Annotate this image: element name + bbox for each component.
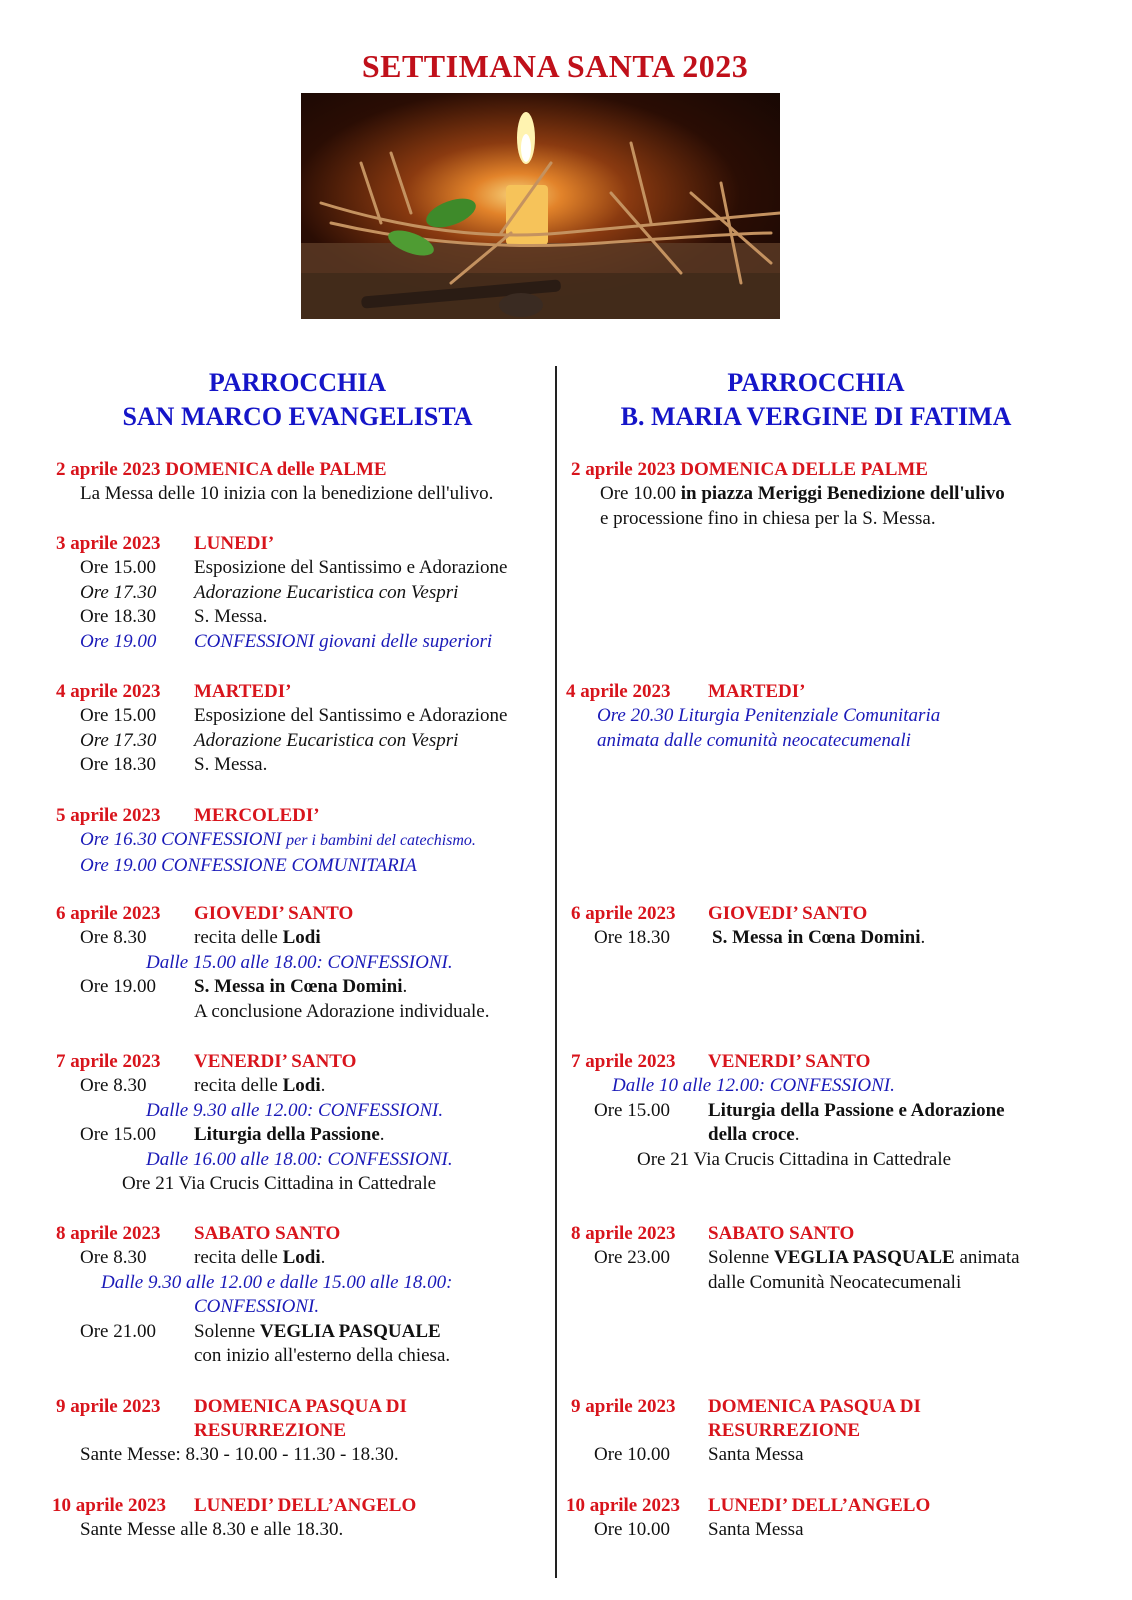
event-time: Ore 10.00: [600, 483, 676, 504]
day-block-easter-sunday: [40, 1395, 555, 1468]
day-name: MARTEDI’: [708, 681, 806, 702]
event-line-confessions: Dalle 16.00 alle 18.00: CONFESSIONI.: [146, 1148, 453, 1170]
event-text: Adorazione Eucaristica con Vespri: [194, 581, 459, 603]
parish-name: SAN MARCO EVANGELISTA: [122, 402, 473, 431]
event-line-confessions: [40, 828, 555, 854]
event-text-bold: Lodi: [282, 927, 321, 948]
event-line: [566, 482, 1086, 507]
event-text: recita delle: [194, 927, 278, 948]
day-date: 2 aprile 2023: [571, 459, 676, 480]
event-text-tail: .: [320, 1075, 326, 1096]
day-name: VENERDI’ SANTO: [194, 1051, 357, 1072]
day-name: MERCOLEDI’: [194, 805, 320, 826]
candle-thorns-image-icon: [301, 93, 780, 319]
day-name: DOMENICA delle PALME: [165, 459, 387, 480]
event-time: Ore 15.00: [594, 1099, 670, 1121]
page-title: SETTIMANA SANTA 2023: [361, 48, 749, 84]
day-date: 4 aprile 2023: [56, 681, 161, 702]
event-line: e processione fino in chiesa per la S. Messa.: [600, 507, 936, 529]
event-text-bold: VEGLIA PASQUALE: [773, 1247, 955, 1268]
day-date: 6 aprile 2023: [56, 903, 161, 924]
event-text-bold: Lodi: [282, 1247, 321, 1268]
day-date: 8 aprile 2023: [56, 1223, 161, 1244]
event-text: recita delle: [194, 1075, 278, 1096]
event-time: Ore 15.00: [80, 557, 156, 578]
parish-heading: [566, 366, 1066, 434]
event-line: [40, 605, 555, 630]
day-block-holy-saturday: [40, 1222, 555, 1369]
event-text-tail: .: [402, 976, 408, 998]
day-name: LUNEDI’ DELL’ANGELO: [194, 1495, 417, 1516]
day-date: 10 aprile 2023: [52, 1495, 166, 1516]
event-text: Santa Messa: [708, 1519, 804, 1540]
day-name: MARTEDI’: [194, 681, 292, 702]
event-text-bold: S. Messa in Cœna Domini: [194, 976, 403, 998]
event-text: recita delle: [194, 1247, 278, 1268]
event-line: [40, 729, 555, 754]
event-text-tail: .: [379, 1124, 385, 1146]
event-line: [40, 926, 555, 951]
event-time: Ore 8.30: [80, 1247, 147, 1268]
day-name: LUNEDI’: [194, 533, 275, 554]
event-line: [40, 556, 555, 581]
event-line-confessions: [40, 630, 555, 655]
day-block-wednesday: [40, 804, 555, 878]
event-line-confessions: animata dalle comunità neocatecumenali: [597, 729, 911, 751]
day-name: VENERDI’ SANTO: [708, 1051, 871, 1072]
day-block-easter-sunday: [566, 1395, 1086, 1468]
event-text-bold: in piazza Meriggi Benedizione dell'ulivo: [680, 483, 1005, 504]
parish-label: PARROCCHIA: [208, 368, 387, 397]
event-line: Ore 21 Via Crucis Cittadina in Cattedrale: [637, 1148, 952, 1170]
event-time: Ore 18.30: [594, 927, 670, 948]
event-line: [566, 926, 1086, 951]
event-time: Ore 19.00: [80, 630, 157, 652]
day-block-holy-thursday: [40, 902, 555, 1024]
event-line: [40, 1074, 555, 1099]
day-date: 5 aprile 2023: [56, 805, 161, 826]
event-text-tail: .: [320, 1247, 326, 1268]
event-line: dalle Comunità Neocatecumenali: [708, 1271, 962, 1293]
day-block-holy-thursday: [566, 902, 1086, 951]
day-name: GIOVEDI’ SANTO: [194, 903, 354, 924]
event-text: Solenne: [708, 1247, 770, 1268]
event-time: Ore 17.30: [80, 729, 157, 751]
event-text: Solenne: [194, 1320, 256, 1342]
event-line-confessions: CONFESSIONI.: [194, 1296, 320, 1318]
day-name: [708, 1395, 921, 1443]
event-text-detail: per i bambini del catechismo.: [286, 832, 476, 849]
day-name-line: DOMENICA PASQUA DI: [708, 1396, 921, 1417]
day-name-line: RESURREZIONE: [194, 1420, 347, 1441]
day-date: 7 aprile 2023: [56, 1051, 161, 1072]
event-time: Ore 18.30: [80, 754, 156, 776]
day-date: 2 aprile 2023: [56, 459, 161, 480]
event-time: Ore 15.00: [80, 705, 156, 726]
event-time: Ore 15.00: [80, 1124, 156, 1146]
day-date: 3 aprile 2023: [56, 533, 161, 554]
event-line: [40, 753, 555, 778]
day-block-tuesday: [40, 680, 555, 778]
event-line: [40, 1123, 555, 1148]
day-block-good-friday: [40, 1050, 555, 1197]
day-date: 9 aprile 2023: [56, 1396, 161, 1417]
day-name: [194, 1395, 407, 1443]
event-text-bold: Liturgia della Passione: [194, 1124, 380, 1146]
day-date: 9 aprile 2023: [571, 1396, 676, 1417]
day-block-palm-sunday: [566, 458, 1086, 531]
day-block-holy-saturday: [566, 1222, 1086, 1295]
event-line: [40, 1320, 555, 1345]
event-line: [40, 704, 555, 729]
day-date: 6 aprile 2023: [571, 903, 676, 924]
event-text-tail: .: [794, 1124, 800, 1146]
day-name: DOMENICA DELLE PALME: [680, 459, 928, 480]
day-block-palm-sunday: [40, 458, 555, 507]
event-time: Ore 10.00: [594, 1444, 670, 1465]
event-text: Esposizione del Santissimo e Adorazione: [194, 705, 508, 726]
event-time: Ore 19.00: [80, 976, 156, 998]
event-line: A conclusione Adorazione individuale.: [194, 1000, 490, 1022]
day-date: 7 aprile 2023: [571, 1051, 676, 1072]
event-time: Ore 8.30: [80, 1075, 147, 1096]
day-date: 4 aprile 2023: [566, 681, 671, 702]
event-text: Santa Messa: [708, 1444, 804, 1465]
event-time: Ore 23.00: [594, 1247, 670, 1268]
event-line-confessions: Dalle 9.30 alle 12.00: CONFESSIONI.: [146, 1099, 444, 1121]
day-date: 8 aprile 2023: [571, 1223, 676, 1244]
day-date: 10 aprile 2023: [566, 1495, 680, 1516]
event-line: [566, 1518, 1086, 1543]
event-line: [40, 581, 555, 606]
event-line-confessions: Ore 20.30 Liturgia Penitenziale Comunitaria: [597, 705, 941, 726]
event-text-bold: VEGLIA PASQUALE: [259, 1320, 441, 1342]
event-line: Ore 21 Via Crucis Cittadina in Cattedrale: [122, 1173, 437, 1195]
event-line: [566, 1246, 1086, 1271]
event-text: CONFESSIONI giovani delle superiori: [194, 630, 493, 652]
event-text-bold: della croce: [708, 1124, 795, 1146]
event-line: [566, 1443, 1086, 1468]
event-line: [566, 1123, 1086, 1148]
event-text: S. Messa.: [194, 754, 268, 776]
event-line: con inizio all'esterno della chiesa.: [194, 1345, 451, 1367]
event-text: Ore 16.30 CONFESSIONI: [80, 829, 282, 850]
event-time: Ore 10.00: [594, 1519, 670, 1540]
event-time: Ore 21.00: [80, 1320, 156, 1342]
event-line-confessions: Ore 19.00 CONFESSIONE COMUNITARIA: [80, 854, 417, 876]
event-text: S. Messa.: [194, 606, 268, 628]
day-name: GIOVEDI’ SANTO: [708, 903, 868, 924]
day-block-good-friday: [566, 1050, 1086, 1172]
day-name-line: DOMENICA PASQUA DI: [194, 1396, 407, 1417]
event-text: Esposizione del Santissimo e Adorazione: [194, 557, 508, 578]
event-text-tail: .: [920, 927, 926, 948]
day-block-easter-monday: [566, 1494, 1086, 1543]
event-line: La Messa delle 10 inizia con la benedizione dell'ulivo.: [80, 483, 494, 504]
day-name: SABATO SANTO: [194, 1223, 341, 1244]
event-time: Ore 8.30: [80, 927, 147, 948]
day-name: LUNEDI’ DELL’ANGELO: [708, 1495, 931, 1516]
event-text-tail: animata: [954, 1247, 1020, 1268]
parish-name: B. MARIA VERGINE DI FATIMA: [620, 402, 1012, 431]
event-text-bold: S. Messa in Cœna Domini: [712, 927, 921, 948]
day-block-monday: [40, 532, 555, 654]
day-name-line: RESURREZIONE: [708, 1420, 861, 1441]
event-line: Sante Messe: 8.30 - 10.00 - 11.30 - 18.30.: [80, 1444, 399, 1465]
event-text-bold: Liturgia della Passione e Adorazione: [708, 1099, 1005, 1121]
event-line: [566, 1099, 1086, 1124]
day-name: SABATO SANTO: [708, 1223, 855, 1244]
event-line: Sante Messe alle 8.30 e alle 18.30.: [80, 1519, 344, 1540]
parish-label: PARROCCHIA: [727, 368, 905, 397]
event-line-confessions: Dalle 10 alle 12.00: CONFESSIONI.: [612, 1075, 895, 1096]
event-line: [40, 975, 555, 1000]
holy-week-photo: [301, 93, 780, 319]
event-time: Ore 18.30: [80, 606, 156, 628]
event-time: Ore 17.30: [80, 581, 157, 603]
event-line-confessions: Dalle 15.00 alle 18.00: CONFESSIONI.: [146, 951, 453, 973]
day-block-tuesday: [566, 680, 1086, 753]
column-divider: [555, 366, 557, 1578]
event-line: [40, 1246, 555, 1271]
event-text: Adorazione Eucaristica con Vespri: [194, 729, 459, 751]
event-text-bold: Lodi: [282, 1075, 321, 1096]
parish-heading: [40, 366, 555, 434]
event-line-confessions: Dalle 9.30 alle 12.00 e dalle 15.00 alle 18.00:: [101, 1271, 453, 1293]
day-block-easter-monday: [40, 1494, 555, 1543]
